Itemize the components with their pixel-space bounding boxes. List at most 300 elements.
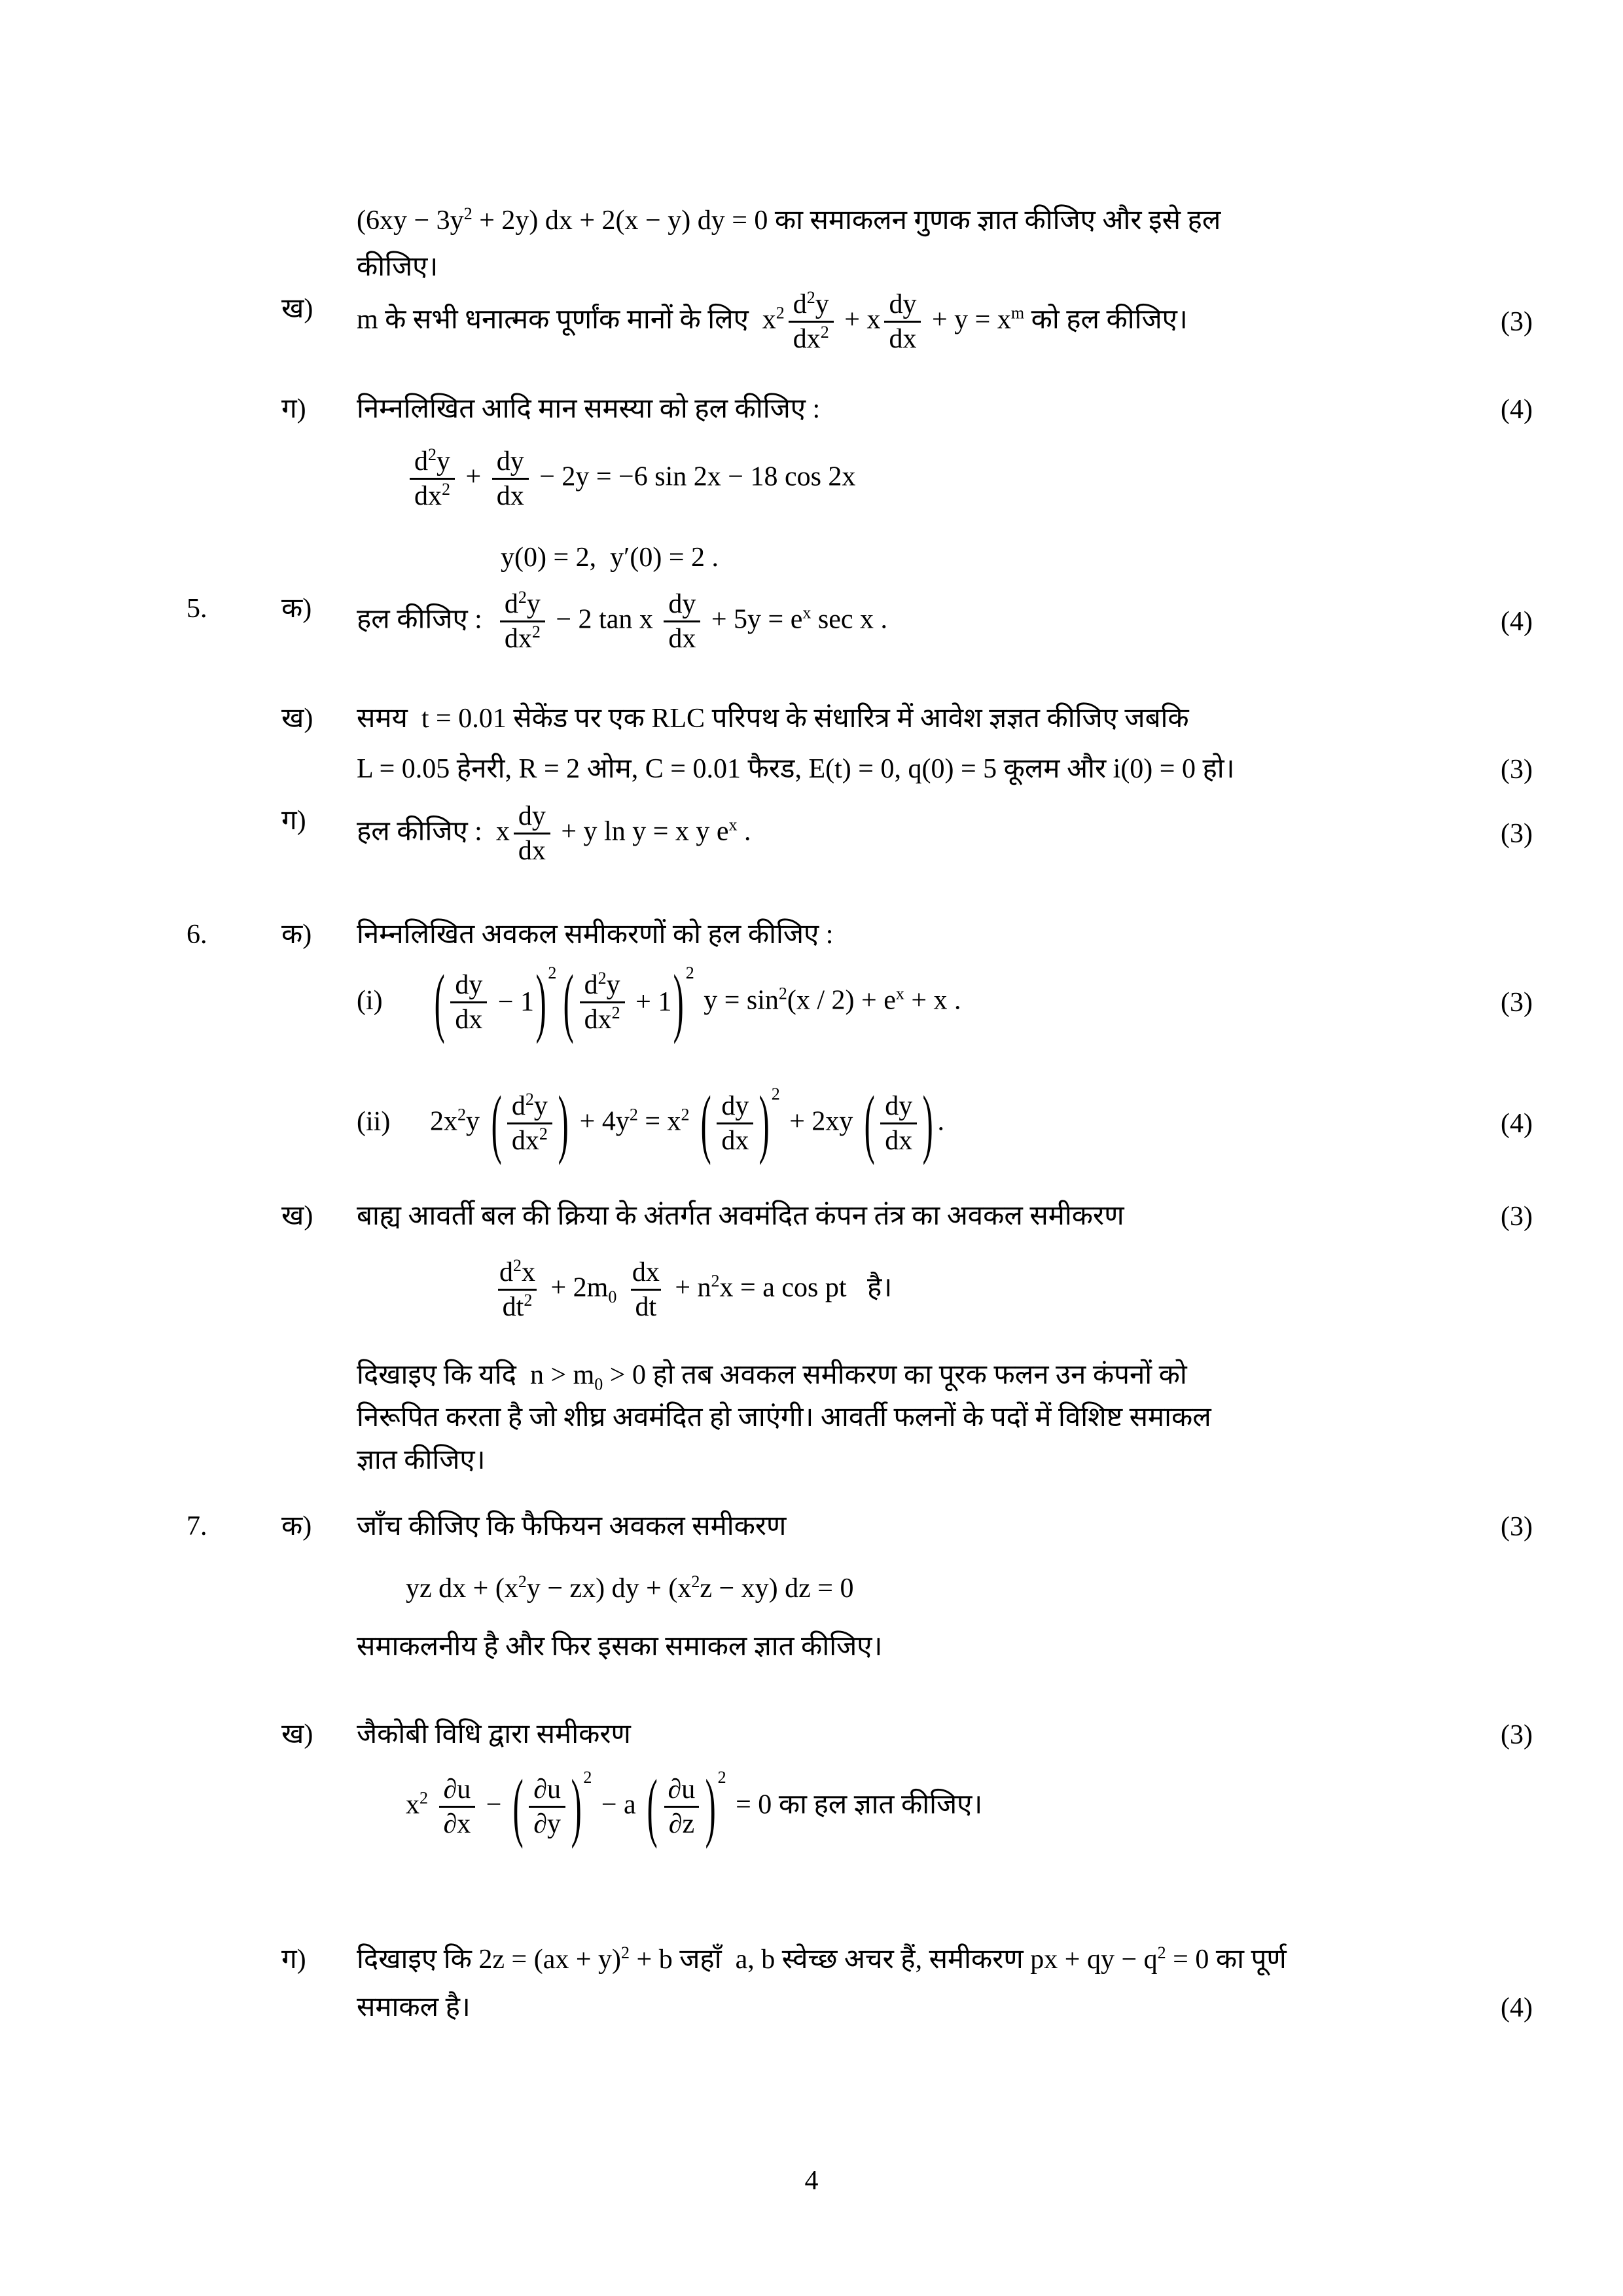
hindi-text: बाह्य आवर्ती बल की क्रिया के अंतर्गत अवमंदित कंपन तंत्र का अवकल समीकरण xyxy=(357,1201,1124,1231)
fraction-denominator xyxy=(439,1806,476,1840)
question-content xyxy=(357,1939,1551,2029)
content-line-row xyxy=(357,1568,1551,1610)
hindi-text: स्वेच्छ अचर हैं, समीकरण xyxy=(781,1945,1031,1975)
content-line-row xyxy=(357,914,1551,956)
superscript: 2 xyxy=(525,1090,534,1109)
math-text: 2x xyxy=(430,1106,457,1137)
math-text: ∂u xyxy=(668,1774,696,1805)
close-paren-icon: ) xyxy=(922,1080,933,1166)
paren-content xyxy=(503,1090,556,1158)
math-text: − 2y = −6 sin 2x − 18 cos 2x xyxy=(532,461,856,492)
fraction xyxy=(514,800,550,868)
content-line-row xyxy=(357,1763,1551,1849)
open-paren-icon: ( xyxy=(700,1080,711,1166)
math-text: d xyxy=(499,1257,513,1288)
content-line-row xyxy=(357,1505,1551,1548)
fraction xyxy=(628,1256,664,1324)
math-text: RLC xyxy=(651,704,712,734)
question-number: 6. xyxy=(187,920,207,950)
content-line-row xyxy=(357,388,1551,431)
content-line xyxy=(357,800,1482,868)
question-content xyxy=(357,1713,1551,1849)
content-line xyxy=(357,1354,1551,1397)
fraction xyxy=(884,288,921,356)
hindi-text: दिखाइए कि xyxy=(357,1945,479,1975)
close-paren-icon: ) xyxy=(705,1763,717,1849)
math-text xyxy=(690,1107,697,1137)
fraction xyxy=(495,1256,540,1324)
math-text: d xyxy=(584,970,598,1000)
content-line xyxy=(357,1397,1551,1439)
fraction-numerator xyxy=(500,588,545,620)
hindi-text: समय xyxy=(357,704,421,734)
math-text: n > m xyxy=(529,1359,595,1390)
question-block xyxy=(187,288,1551,356)
paren-content xyxy=(525,1773,569,1841)
fraction xyxy=(450,969,487,1037)
math-text: y = sin xyxy=(696,985,779,1016)
content-line-row xyxy=(357,1256,1551,1324)
hindi-text: हल कीजिए : xyxy=(357,604,496,635)
fraction-numerator xyxy=(507,1090,552,1122)
fraction-denominator xyxy=(500,620,545,655)
hindi-text: कीजिए। xyxy=(357,252,438,283)
superscript: 2 xyxy=(442,480,450,499)
marks-badge: (4) xyxy=(1501,394,1533,425)
content-line-row xyxy=(357,1986,1551,2029)
paren-exponent: 2 xyxy=(685,963,694,982)
fraction-numerator xyxy=(880,1090,917,1122)
math-text xyxy=(616,1273,624,1303)
superscript: 2 xyxy=(518,588,527,607)
math-text: dx xyxy=(889,324,917,355)
paren-content xyxy=(876,1090,921,1158)
content-line xyxy=(357,1713,1482,1756)
hindi-text: फैरड, xyxy=(747,754,809,785)
content-line-row xyxy=(357,1939,1551,1981)
marks-badge: (4) xyxy=(1501,1992,1533,2023)
superscript: 2 xyxy=(518,1572,527,1592)
hindi-text: ज्ञात कीजिए। xyxy=(357,1445,486,1476)
part-label: ख) xyxy=(281,1719,313,1749)
marks-badge: (3) xyxy=(1501,1719,1533,1750)
content-line xyxy=(357,748,1482,791)
part-label: ग) xyxy=(281,1945,306,1975)
fraction xyxy=(880,1090,917,1158)
fraction-denominator xyxy=(664,1806,699,1840)
close-paren-icon: ) xyxy=(558,1080,569,1166)
content-line xyxy=(357,288,1482,356)
superscript: 2 xyxy=(621,1943,630,1962)
superscript: m xyxy=(1010,303,1025,323)
math-text: + x . xyxy=(904,985,961,1016)
hindi-text: का समाकलन गुणक ज्ञात कीजिए और इसे हल xyxy=(774,206,1221,236)
paren-content xyxy=(446,969,534,1037)
math-text: dt xyxy=(635,1292,657,1323)
content-line xyxy=(357,1080,1482,1166)
superscript: 2 xyxy=(597,969,607,988)
math-text: m xyxy=(357,304,385,335)
math-text: 2z = (ax + y) xyxy=(478,1945,622,1975)
hindi-text: जैकोबी विधि द्वारा समीकरण xyxy=(357,1719,631,1749)
question-block xyxy=(187,1939,1551,2029)
question-content xyxy=(357,1195,1551,1482)
math-text: d xyxy=(511,1091,526,1121)
superscript: 2 xyxy=(711,1271,720,1291)
math-text: dy xyxy=(721,1091,749,1121)
hindi-text: हेनरी, xyxy=(456,754,519,785)
superscript: 2 xyxy=(611,1003,620,1023)
part-label: क) xyxy=(281,920,312,950)
part-label: ख) xyxy=(281,704,313,734)
math-text: dx xyxy=(793,324,821,355)
math-text: dx xyxy=(414,481,442,512)
math-text: ∂y xyxy=(533,1809,562,1840)
fraction-numerator xyxy=(664,588,700,620)
math-text: dx xyxy=(721,1126,749,1157)
close-paren-icon: ) xyxy=(673,959,685,1045)
fraction-denominator xyxy=(880,1122,917,1157)
fraction-numerator xyxy=(450,969,487,1001)
hindi-text: समाकलनीय है और फिर इसका समाकल ज्ञात कीजिए। xyxy=(357,1632,883,1662)
content-line-row xyxy=(357,1439,1551,1482)
math-text: = 0 xyxy=(1166,1945,1216,1975)
question-block xyxy=(187,200,1551,289)
question-block xyxy=(187,388,1551,579)
hindi-text: सेकेंड पर एक xyxy=(513,704,652,734)
part-label: ख) xyxy=(281,1201,313,1231)
math-text: y xyxy=(526,589,541,619)
math-text: y xyxy=(437,446,450,477)
math-text: C = 0.01 xyxy=(645,754,748,785)
content-line xyxy=(357,1256,1551,1324)
math-text: dx xyxy=(632,1257,660,1288)
math-text: yz dx + (x xyxy=(406,1573,518,1604)
math-text: + 2xy xyxy=(782,1106,860,1137)
hindi-text: जहाँ xyxy=(679,1945,736,1975)
fraction-numerator xyxy=(789,288,834,321)
fraction-denominator xyxy=(529,1806,565,1840)
fraction xyxy=(529,1773,565,1841)
open-paren-icon: ( xyxy=(434,959,445,1045)
question-content xyxy=(357,959,1551,1045)
fraction xyxy=(664,588,700,656)
content-line-row xyxy=(357,588,1551,656)
content-line-row xyxy=(357,288,1551,356)
content-line xyxy=(357,698,1551,740)
question-block xyxy=(187,1080,1551,1166)
math-text: + 5y = e xyxy=(704,604,803,635)
fraction-numerator xyxy=(628,1256,664,1289)
open-paren-icon: ( xyxy=(512,1763,524,1849)
marks-badge: (3) xyxy=(1501,1511,1533,1542)
content-line-row xyxy=(357,1080,1551,1166)
math-text: + x xyxy=(837,304,881,335)
subscript: 0 xyxy=(608,1287,617,1307)
superscript: 2 xyxy=(428,445,437,465)
content-line xyxy=(357,388,1482,431)
math-text: y xyxy=(533,1091,548,1121)
close-paren-icon: ) xyxy=(535,959,546,1045)
math-text: dy xyxy=(455,970,483,1000)
fraction-numerator xyxy=(529,1773,565,1806)
math-text: a, b xyxy=(735,1945,782,1975)
math-text: dy xyxy=(518,801,546,831)
question-block xyxy=(187,1195,1551,1482)
fraction-numerator xyxy=(495,1256,540,1289)
math-text: z − xy) dz = 0 xyxy=(700,1573,854,1604)
subscript: 0 xyxy=(594,1374,603,1394)
question-content xyxy=(357,388,1551,579)
page-number: 4 xyxy=(804,2166,819,2196)
hindi-text: ओम, xyxy=(586,754,645,785)
fraction-numerator xyxy=(492,445,529,478)
math-text: x xyxy=(495,816,510,847)
hindi-text: जाँच कीजिए कि फैफियन अवकल समीकरण xyxy=(357,1511,787,1541)
question-content xyxy=(357,800,1551,868)
math-text: − 1 xyxy=(491,987,535,1018)
superscript: x xyxy=(895,984,904,1003)
question-content xyxy=(357,914,1551,956)
superscript: 2 xyxy=(457,1105,466,1124)
math-text: (6xy − 3y xyxy=(357,206,464,236)
math-text: (x / 2) + e xyxy=(787,985,896,1016)
superscript: 2 xyxy=(531,622,541,642)
open-paren-icon: ( xyxy=(491,1080,502,1166)
hindi-text: कूलम और xyxy=(1003,754,1113,785)
math-text: + y = x xyxy=(925,304,1011,335)
fraction xyxy=(439,1773,476,1841)
fraction-denominator xyxy=(450,1001,487,1036)
hindi-text: समाकल है। xyxy=(357,1992,471,2023)
superscript: 2 xyxy=(1157,1943,1166,1962)
fraction xyxy=(492,445,529,513)
fraction-denominator xyxy=(507,1122,552,1157)
fraction xyxy=(580,969,625,1037)
hindi-text: के सभी धनात्मक पूर्णांक मानों के लिए xyxy=(385,304,762,335)
question-block xyxy=(187,914,1551,956)
question-block xyxy=(187,698,1551,791)
fraction-denominator xyxy=(410,478,455,512)
paren-exponent: 2 xyxy=(771,1085,780,1103)
question-content xyxy=(357,200,1551,289)
math-text: R = 2 xyxy=(518,754,587,785)
math-text: y xyxy=(815,289,829,319)
math-text: . xyxy=(737,816,751,847)
math-text: x = a cos pt xyxy=(719,1272,868,1303)
fraction xyxy=(410,445,455,513)
content-line-row xyxy=(357,1713,1551,1756)
math-text: − a xyxy=(594,1789,643,1820)
math-text xyxy=(1024,305,1031,335)
math-text: dy xyxy=(668,589,696,619)
paren-group xyxy=(511,1763,592,1849)
paren-exponent: 2 xyxy=(717,1768,726,1787)
hindi-text: दिखाइए कि यदि xyxy=(357,1359,530,1390)
math-text: dx xyxy=(511,1126,539,1157)
question-block xyxy=(187,1713,1551,1849)
math-text: − xyxy=(479,1789,508,1820)
fraction-denominator xyxy=(631,1289,662,1323)
paren-group xyxy=(863,1080,935,1166)
content-line-row xyxy=(357,1626,1551,1668)
math-text: − 2 tan x xyxy=(548,604,660,635)
content-line-row xyxy=(357,748,1551,791)
marks-badge: (3) xyxy=(1501,1201,1533,1232)
fraction-numerator xyxy=(664,1773,700,1806)
content-line-row xyxy=(357,800,1551,868)
superscript: x xyxy=(728,815,738,834)
math-text: sec x . xyxy=(811,604,888,635)
superscript: 2 xyxy=(513,1256,522,1276)
question-number: 7. xyxy=(187,1511,207,1541)
content-line xyxy=(357,1763,1551,1849)
close-paren-icon: ) xyxy=(571,1763,582,1849)
hindi-text: निम्नलिखित अवकल समीकरणों को हल कीजिए : xyxy=(357,920,834,950)
paren-group xyxy=(699,1080,780,1166)
question-block xyxy=(187,800,1551,868)
math-text: E(t) = 0, q(0) = 5 xyxy=(808,754,1004,785)
math-text: i(0) = 0 xyxy=(1113,754,1203,785)
content-line xyxy=(357,588,1482,656)
open-paren-icon: ( xyxy=(563,959,575,1045)
paren-group xyxy=(645,1763,726,1849)
fraction-numerator xyxy=(514,800,550,833)
marks-badge: (3) xyxy=(1501,818,1533,849)
superscript: 2 xyxy=(776,303,785,323)
part-label: ग) xyxy=(281,394,306,424)
hindi-text: हल कीजिए : xyxy=(357,816,496,847)
content-line xyxy=(357,1505,1482,1548)
fraction xyxy=(717,1090,753,1158)
math-text: + 2y) dx + 2(x − y) dy = 0 xyxy=(472,206,775,236)
math-text: dx xyxy=(496,481,524,512)
close-paren-icon: ) xyxy=(758,1080,770,1166)
superscript: 2 xyxy=(691,1572,700,1592)
math-text: x xyxy=(522,1257,535,1288)
content-line-row xyxy=(357,1397,1551,1439)
question-content xyxy=(357,288,1551,356)
marks-badge: (3) xyxy=(1501,306,1533,337)
fraction-numerator xyxy=(580,969,625,1001)
math-text: d xyxy=(504,589,518,619)
math-text: ∂u xyxy=(443,1774,471,1805)
fraction-numerator xyxy=(717,1090,753,1122)
fraction-denominator xyxy=(664,620,700,655)
content-line xyxy=(357,1939,1551,1981)
fraction-numerator xyxy=(439,1773,476,1806)
math-text: + xyxy=(459,461,488,492)
fraction xyxy=(789,288,834,356)
fraction-denominator xyxy=(498,1289,537,1323)
math-text: . xyxy=(937,1106,945,1137)
part-label: क) xyxy=(281,594,312,624)
superscript: 2 xyxy=(681,1105,690,1124)
fraction-numerator xyxy=(410,445,455,478)
open-paren-icon: ( xyxy=(864,1080,875,1166)
marks-badge: (4) xyxy=(1501,606,1533,637)
question-number: 5. xyxy=(187,594,207,624)
superscript: 2 xyxy=(463,204,473,223)
math-text: L = 0.05 xyxy=(357,754,457,785)
part-label: ग) xyxy=(281,806,306,836)
content-line-row xyxy=(357,445,1551,513)
question-content xyxy=(357,698,1551,791)
subpart-label: (ii) xyxy=(357,1106,391,1137)
question-content xyxy=(357,1080,1551,1166)
marks-badge: (4) xyxy=(1501,1108,1533,1139)
fraction-numerator xyxy=(884,288,921,321)
hindi-text: का पूर्ण xyxy=(1215,1945,1287,1975)
math-text: dx xyxy=(885,1126,913,1157)
fraction-denominator xyxy=(717,1122,753,1157)
math-text: dx xyxy=(504,624,532,655)
math-text: + n xyxy=(668,1272,711,1303)
marks-badge: (3) xyxy=(1501,754,1533,785)
hindi-text: का हल ज्ञात कीजिए। xyxy=(778,1789,983,1820)
math-text: y xyxy=(606,970,620,1000)
question-block xyxy=(187,1505,1551,1668)
marks-badge: (3) xyxy=(1501,987,1533,1018)
math-text: ∂z xyxy=(668,1809,695,1840)
question-block xyxy=(187,959,1551,1045)
content-line xyxy=(357,1439,1551,1482)
math-text: + 4y xyxy=(573,1106,630,1137)
math-text: y − zx) dy + (x xyxy=(526,1573,692,1604)
hindi-text: परिपथ के संधारित्र में आवेश ज्ञज्ञत कीजिए जबकि xyxy=(711,704,1189,734)
content-line-row xyxy=(357,1195,1551,1238)
math-text: = x xyxy=(637,1106,681,1137)
open-paren-icon: ( xyxy=(647,1763,658,1849)
math-text: dx xyxy=(455,1005,483,1035)
math-text: + y ln y = x y e xyxy=(554,816,729,847)
hindi-text: निम्नलिखित आदि मान समस्या को हल कीजिए : xyxy=(357,394,821,424)
math-text: ∂x xyxy=(443,1809,471,1840)
fraction-denominator xyxy=(492,478,529,512)
superscript: 2 xyxy=(524,1291,533,1310)
superscript: 2 xyxy=(820,323,829,342)
fraction-denominator xyxy=(580,1001,625,1036)
question-content xyxy=(357,1505,1551,1668)
math-text: dy xyxy=(496,446,524,477)
content-line xyxy=(357,246,1551,289)
content-line-row xyxy=(357,698,1551,740)
math-text: dx xyxy=(518,836,546,867)
hindi-text: हो। xyxy=(1202,754,1235,785)
paren-content xyxy=(660,1773,704,1841)
content-line xyxy=(357,445,1551,513)
math-text: ∂u xyxy=(533,1774,562,1805)
paren-exponent: 2 xyxy=(548,963,557,982)
math-text: px + qy − q xyxy=(1030,1945,1158,1975)
content-line xyxy=(357,200,1551,242)
fraction xyxy=(500,588,545,656)
content-line xyxy=(357,914,1551,956)
question-content xyxy=(357,588,1551,656)
fraction xyxy=(664,1773,700,1841)
part-label: ख) xyxy=(281,294,313,324)
math-text: t = 0.01 xyxy=(421,704,514,734)
content-line-row xyxy=(357,537,1551,579)
content-line xyxy=(357,1568,1551,1610)
paren-content xyxy=(713,1090,757,1158)
math-text: + b xyxy=(630,1945,680,1975)
paren-group xyxy=(433,959,557,1045)
superscript: 2 xyxy=(629,1105,638,1124)
content-line xyxy=(357,537,1551,579)
math-text: > 0 xyxy=(603,1359,653,1390)
math-text xyxy=(428,1790,435,1820)
